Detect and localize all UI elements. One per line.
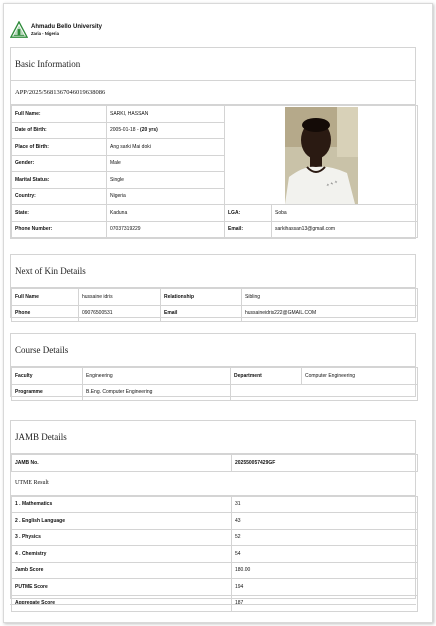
field-label: State: [12,205,107,222]
section-title: Basic Information [11,48,415,81]
subject-score: 52 [232,529,418,546]
table-row [12,384,418,401]
field-label: Date of Birth: [12,122,107,139]
course-table [11,367,418,401]
subject-label: 4 . Chemistry [12,546,232,563]
utme-result-title: UTME Result [11,472,415,496]
table-row [12,562,418,579]
subject-label: 1 . Mathematics [12,496,232,513]
utme-scores-table [11,496,418,613]
table-row [12,496,418,513]
table-row [12,221,418,238]
aggregate-score-label: Aggregate Score [12,595,232,612]
bottom-divider [10,604,416,605]
table-row [12,546,418,563]
field-label: Phone Number: [12,221,107,238]
jamb-score-label: Jamb Score [12,562,232,579]
table-row [12,289,418,306]
field-label: Marital Status: [12,172,107,189]
table-row [12,579,418,596]
section-title: Course Details [11,334,415,367]
jamb-score-value: 180.00 [232,562,418,579]
field-label: Email: [225,221,272,238]
aggregate-score-value: 187 [232,595,418,612]
section-title: Next of Kin Details [11,255,415,288]
field-label: Programme [12,384,83,401]
section-title: JAMB Details [11,421,415,454]
kin-table [11,288,418,322]
lga-value: Soba [272,205,418,222]
subject-label: 3 . Physics [12,529,232,546]
table-row [12,368,418,385]
photo-cell [225,106,418,205]
jamb-details-section [10,420,416,607]
faculty-value: Engineering [83,368,231,385]
field-label: LGA: [225,205,272,222]
state-value: Kaduna [107,205,225,222]
passport-photo [285,107,358,204]
pob-value: Ang sarki Mai doki [107,139,225,156]
jamb-number-value: 202550057429GF [232,455,418,472]
table-row [12,455,418,472]
field-label: Full Name: [12,106,107,123]
subject-score: 43 [232,513,418,530]
next-of-kin-section [10,254,416,318]
marital-value: Single [107,172,225,189]
putme-score-value: 194 [232,579,418,596]
field-label: JAMB No. [12,455,232,472]
table-row [12,305,418,322]
subject-score: 31 [232,496,418,513]
table-row [12,513,418,530]
table-row [12,205,418,222]
svg-text:+ + +: + + + [325,178,339,189]
field-label: Faculty [12,368,83,385]
basic-information-section [10,47,416,239]
kin-name-value: hussaine idris [79,289,161,306]
dob-date: 2005-01-18 - [110,127,139,134]
university-name: Ahmadu Bello University [31,24,103,30]
field-label: Gender: [12,155,107,172]
kin-relationship-value: Sibling [242,289,418,306]
kin-email-value: hussaineidris222@GMAIL.COM [242,305,418,322]
field-label: Email [161,305,242,322]
table-row [12,106,418,123]
jamb-number-table [11,454,418,472]
gender-value: Male [107,155,225,172]
empty-cell [231,384,418,401]
university-header [10,20,102,40]
kin-phone-value: 09076500531 [79,305,161,322]
age-value: (20 yrs) [140,127,158,134]
course-details-section [10,333,416,397]
field-label: Phone [12,305,79,322]
field-label: Department [231,368,302,385]
programme-value: B.Eng. Computer Engineering [83,384,231,401]
country-value: Nigeria [107,188,225,205]
full-name-value: SARKI, HASSAN [107,106,225,123]
dob-value [107,122,225,139]
department-value: Computer Engineering [302,368,418,385]
subject-score: 54 [232,546,418,563]
university-crest-icon [10,21,28,39]
putme-score-label: PUTME Score [12,579,232,596]
application-number: APP/2025/5681367046019638086 [11,81,415,105]
field-label: Full Name [12,289,79,306]
phone-value: 07037319229 [107,221,225,238]
table-row [12,529,418,546]
field-label: Relationship [161,289,242,306]
basic-info-table [11,105,418,238]
email-value: sarkihassan13@gmail.com [272,221,418,238]
field-label: Country: [12,188,107,205]
subject-label: 2 . English Language [12,513,232,530]
field-label: Place of Birth: [12,139,107,156]
university-location: Zaria - Nigeria [31,31,59,36]
